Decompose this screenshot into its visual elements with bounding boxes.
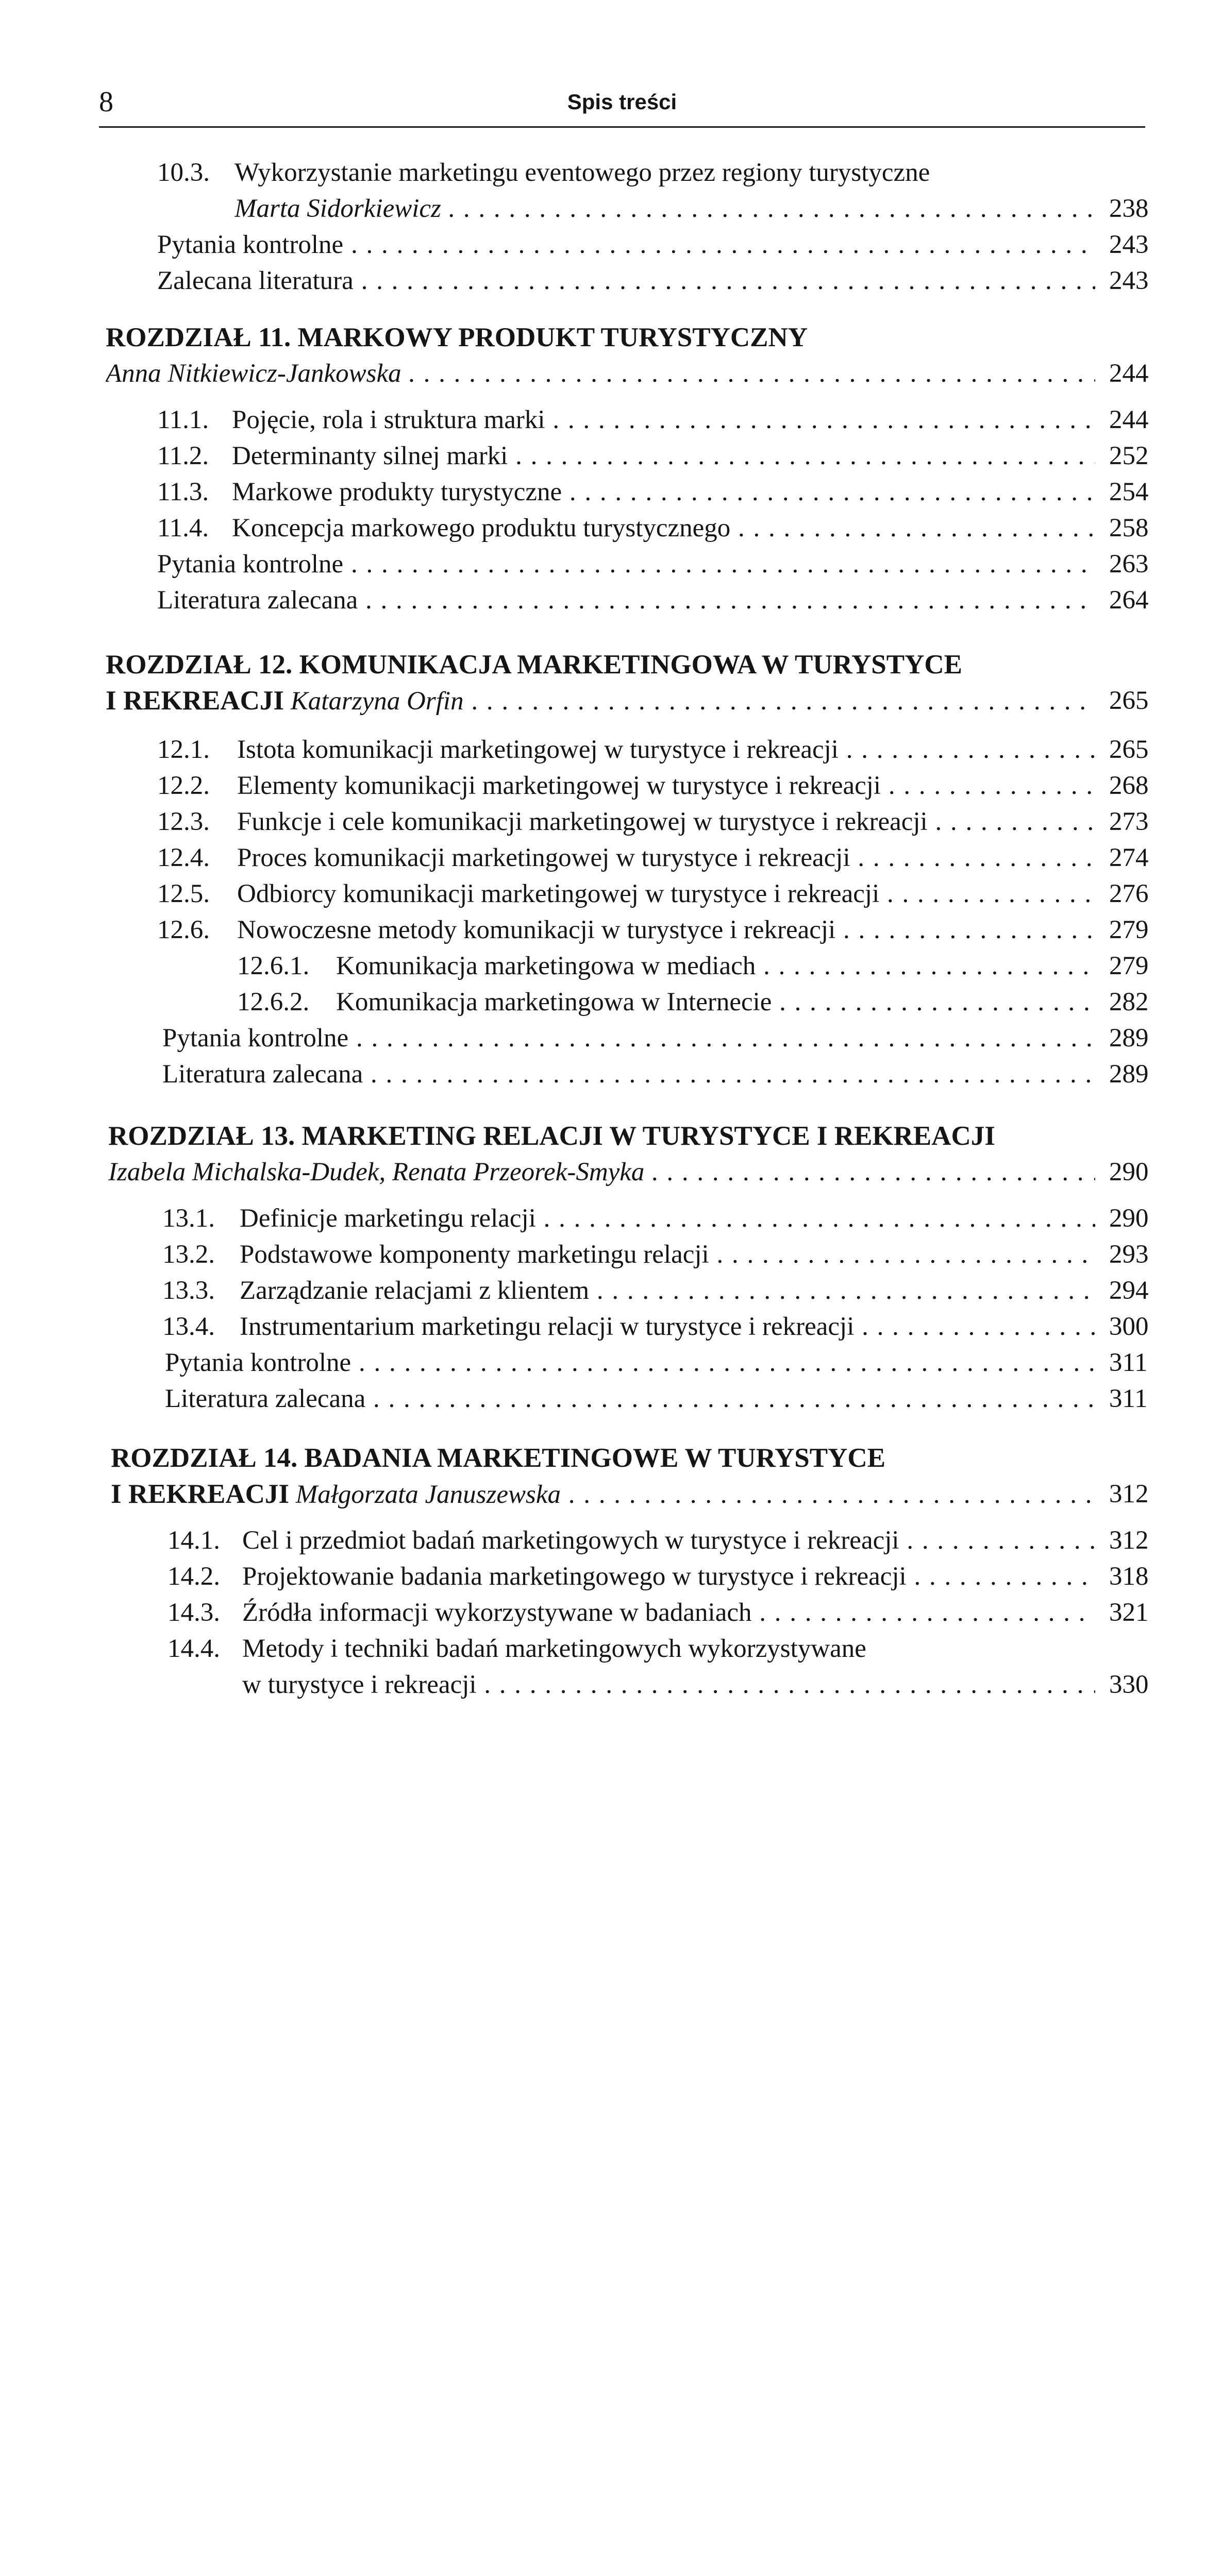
- chapter-heading: [0, 319, 1206, 355]
- entry-title: Nowoczesne metody komunikacji w turystyce i rekreacji . . .: [237, 912, 1095, 948]
- entry-number: 12.3.: [157, 807, 210, 836]
- chapter-heading: [0, 647, 1206, 683]
- entry-number: 12.1.: [157, 735, 210, 764]
- toc-entry: [0, 1056, 1206, 1092]
- toc-entry: [0, 582, 1206, 618]
- toc-entry: [0, 1476, 1206, 1512]
- entry-page: 273: [1109, 807, 1149, 836]
- entry-number: 14.3.: [167, 1598, 220, 1627]
- chapter-heading: [0, 1440, 1206, 1476]
- entry-page: 293: [1109, 1240, 1149, 1269]
- toc-entry: [0, 804, 1206, 840]
- entry-page: 330: [1109, 1670, 1149, 1699]
- chapter-title-continued: I REKREACJI Małgorzata Januszewska . . .: [111, 1476, 1095, 1513]
- toc-entry: [0, 1345, 1206, 1381]
- entry-page: 265: [1109, 686, 1149, 715]
- entry-number: 14.2.: [167, 1562, 220, 1591]
- toc-entry: [0, 1558, 1206, 1595]
- entry-title: w turystyce i rekreacji . . .: [242, 1667, 1095, 1703]
- toc-entry: [0, 1200, 1206, 1236]
- toc-entry: [0, 155, 1206, 191]
- entry-page: 312: [1109, 1526, 1149, 1555]
- toc-entry: [0, 1595, 1206, 1631]
- entry-number: 12.5.: [157, 879, 210, 908]
- entry-title: Determinanty silnej marki . . .: [232, 438, 1095, 474]
- toc-entry: [0, 1522, 1206, 1558]
- chapter-title: ROZDZIAŁ 14. BADANIA MARKETINGOWE W TURYSTYCE: [111, 1443, 886, 1473]
- entry-page: 244: [1109, 405, 1149, 434]
- entry-number: 12.4.: [157, 843, 210, 872]
- entry-title: Projektowanie badania marketingowego w turystyce i rekreacji . . .: [242, 1558, 1095, 1595]
- entry-page: 289: [1109, 1024, 1149, 1053]
- entry-title: Literatura zalecana . . .: [165, 1381, 1095, 1417]
- entry-title: Źródła informacji wykorzystywane w badaniach . . .: [242, 1595, 1095, 1631]
- running-title: Spis treści: [567, 90, 677, 114]
- entry-title: Pytania kontrolne . . .: [165, 1345, 1095, 1381]
- entry-page: 265: [1109, 735, 1149, 764]
- entry-page: 243: [1109, 266, 1149, 295]
- entry-number: 13.1.: [162, 1204, 215, 1233]
- chapter-title-continued: I REKREACJI Katarzyna Orfin . . .: [106, 683, 1095, 719]
- entry-page: 279: [1109, 916, 1149, 944]
- toc-entry: [0, 768, 1206, 804]
- entry-page: 321: [1109, 1598, 1149, 1627]
- entry-title: Pytania kontrolne . . .: [162, 1020, 1095, 1056]
- toc-entry: [0, 355, 1206, 392]
- toc-entry: [0, 1381, 1206, 1417]
- chapter-author: Małgorzata Januszewska: [295, 1480, 561, 1509]
- entry-title: Zalecana literatura . . .: [157, 263, 1095, 299]
- toc-entry: [0, 732, 1206, 768]
- entry-title: Pojęcie, rola i struktura marki . . .: [232, 402, 1095, 438]
- entry-page: 318: [1109, 1562, 1149, 1591]
- toc-entry: [0, 227, 1206, 263]
- entry-title: Istota komunikacji marketingowej w turystyce i rekreacji . . .: [237, 732, 1095, 768]
- entry-title: Zarządzanie relacjami z klientem . . .: [240, 1273, 1095, 1309]
- entry-number: 13.2.: [162, 1240, 215, 1269]
- entry-number: 12.6.: [157, 916, 210, 944]
- entry-page: 289: [1109, 1060, 1149, 1089]
- entry-number: 12.6.2.: [237, 988, 310, 1016]
- entry-title: Instrumentarium marketingu relacji w turystyce i rekreacji . . .: [240, 1309, 1095, 1345]
- header-rule: [99, 126, 1145, 128]
- toc-entry: [0, 876, 1206, 912]
- chapter-title: ROZDZIAŁ 11. MARKOWY PRODUKT TURYSTYCZNY: [106, 323, 808, 352]
- entry-page: 244: [1109, 359, 1149, 388]
- toc-entry: [0, 1273, 1206, 1309]
- entry-title: Wykorzystanie marketingu eventowego przez regiony turystyczne: [234, 158, 930, 187]
- entry-number: 14.1.: [167, 1526, 220, 1555]
- entry-page: 276: [1109, 879, 1149, 908]
- entry-page: 311: [1109, 1348, 1148, 1377]
- entry-title: Proces komunikacji marketingowej w turystyce i rekreacji . . .: [237, 840, 1095, 876]
- page-number: 8: [99, 86, 113, 118]
- entry-number: 10.3.: [157, 158, 210, 187]
- toc-entry: [0, 1667, 1206, 1703]
- entry-title: Definicje marketingu relacji . . .: [240, 1200, 1095, 1236]
- entry-author: Marta Sidorkiewicz . . .: [234, 191, 1095, 227]
- entry-author: Izabela Michalska-Dudek, Renata Przeorek-Smyka . . .: [108, 1154, 1095, 1190]
- toc-entry: [0, 1154, 1206, 1190]
- entry-author: Anna Nitkiewicz-Jankowska . . .: [106, 355, 1095, 392]
- entry-number: 11.1.: [157, 405, 209, 434]
- chapter-heading: [0, 1118, 1206, 1154]
- entry-title: Funkcje i cele komunikacji marketingowej w turystyce i rekreacji . . .: [237, 804, 1095, 840]
- entry-title: Markowe produkty turystyczne . . .: [232, 474, 1095, 510]
- entry-number: 11.2.: [157, 442, 209, 470]
- toc-entry: [0, 840, 1206, 876]
- entry-page: 263: [1109, 550, 1149, 579]
- toc-entry: [0, 1631, 1206, 1667]
- toc-entry: [0, 474, 1206, 510]
- entry-page: 311: [1109, 1384, 1148, 1413]
- toc-entry: [0, 948, 1206, 984]
- toc-entry: [0, 912, 1206, 948]
- toc-entry: [0, 1309, 1206, 1345]
- entry-page: 252: [1109, 442, 1149, 470]
- page-header: [99, 81, 1145, 123]
- entry-title: Pytania kontrolne . . .: [157, 227, 1095, 263]
- toc-entry: [0, 984, 1206, 1020]
- entry-number: 14.4.: [167, 1634, 220, 1663]
- entry-page: 294: [1109, 1276, 1149, 1305]
- entry-title: Komunikacja marketingowa w mediach . . .: [336, 948, 1095, 984]
- entry-number: 13.3.: [162, 1276, 215, 1305]
- entry-page: 282: [1109, 988, 1149, 1016]
- entry-page: 290: [1109, 1204, 1149, 1233]
- toc-entry: [0, 510, 1206, 546]
- entry-number: 13.4.: [162, 1312, 215, 1341]
- toc-entry: [0, 263, 1206, 299]
- entry-title: Koncepcja markowego produktu turystycznego . . .: [232, 510, 1095, 546]
- toc-entry: [0, 1020, 1206, 1056]
- toc-entry: [0, 683, 1206, 719]
- toc-entry: [0, 438, 1206, 474]
- entry-page: 238: [1109, 194, 1149, 223]
- entry-number: 11.4.: [157, 514, 209, 543]
- entry-page: 300: [1109, 1312, 1149, 1341]
- entry-title: Cel i przedmiot badań marketingowych w turystyce i rekreacji . . .: [242, 1522, 1095, 1558]
- entry-page: 254: [1109, 478, 1149, 506]
- entry-title: Metody i techniki badań marketingowych wykorzystywane: [242, 1634, 866, 1663]
- chapter-title: ROZDZIAŁ 13. MARKETING RELACJI W TURYSTYCE I REKREACJI: [108, 1121, 995, 1151]
- entry-title: Literatura zalecana . . .: [162, 1056, 1095, 1092]
- entry-title: Odbiorcy komunikacji marketingowej w turystyce i rekreacji . . .: [237, 876, 1095, 912]
- chapter-author: Katarzyna Orfin: [290, 687, 464, 716]
- entry-title: Podstawowe komponenty marketingu relacji . . .: [240, 1236, 1095, 1273]
- entry-number: 12.2.: [157, 771, 210, 800]
- toc-entry: [0, 1236, 1206, 1273]
- entry-page: 243: [1109, 230, 1149, 259]
- entry-page: 279: [1109, 952, 1149, 980]
- entry-page: 264: [1109, 586, 1149, 615]
- entry-title: Literatura zalecana . . .: [157, 582, 1095, 618]
- chapter-title: ROZDZIAŁ 12. KOMUNIKACJA MARKETINGOWA W TURYSTYCE: [106, 650, 962, 680]
- toc-entry: [0, 402, 1206, 438]
- entry-title: Komunikacja marketingowa w Internecie . . .: [336, 984, 1095, 1020]
- entry-page: 268: [1109, 771, 1149, 800]
- entry-page: 312: [1109, 1480, 1149, 1509]
- entry-page: 274: [1109, 843, 1149, 872]
- toc-entry: [0, 191, 1206, 227]
- entry-number: 12.6.1.: [237, 952, 310, 980]
- toc-entry: [0, 546, 1206, 582]
- entry-title: Pytania kontrolne . . .: [157, 546, 1095, 582]
- entry-title: Elementy komunikacji marketingowej w turystyce i rekreacji . . .: [237, 768, 1095, 804]
- entry-number: 11.3.: [157, 478, 209, 506]
- entry-page: 258: [1109, 514, 1149, 543]
- entry-page: 290: [1109, 1158, 1149, 1187]
